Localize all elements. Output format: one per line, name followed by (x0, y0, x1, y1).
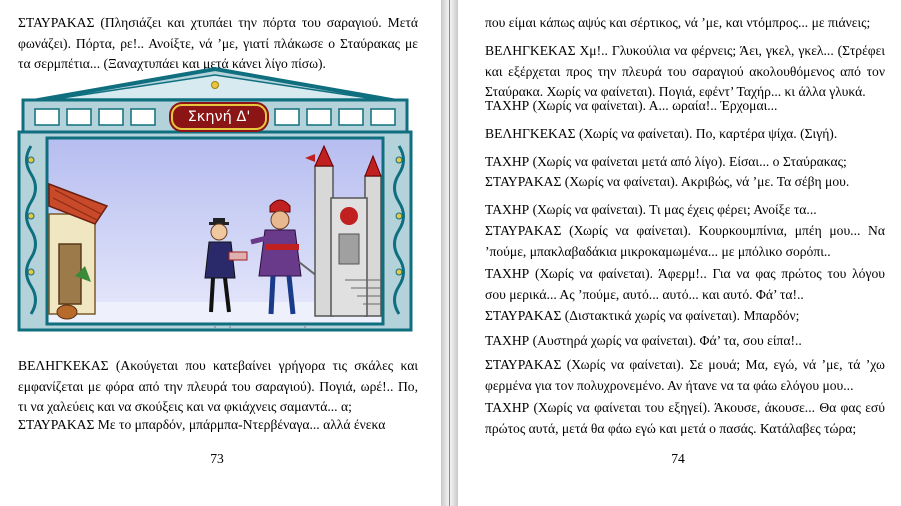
paragraph: ΣΤΑΥΡΑΚΑΣ (Διστακτικά χωρίς να φαίνεται). Μπαρδόν; (485, 308, 800, 323)
paragraph: ΒΕΛΗΓΚΕΚΑΣ (Χωρίς να φαίνεται). Πο, καρτέρα ψίχα. (Σιγή). (485, 126, 838, 141)
paragraph: ΤΑΧΗΡ (Χωρίς να φαίνεται). Άφερμ!.. Για να φας πρώτος του λόγου σου μερικά... Ας ’πούμε, αυτό... αυτό... και αυτό. Φά’ τα!.. (485, 266, 885, 302)
paragraph: ΣΤΑΥΡΑΚΑΣ (Χωρίς να φαίνεται). Ακριβώς, νά ’με. Τα σέβη μου. (485, 174, 850, 189)
paragraph: ΤΑΧΗΡ (Χωρίς να φαίνεται του εξηγεί). Άκουσε, άκουσε... Θα φας εσύ πρώτος αυτά, μετά θα φάω εγώ και μετά ο πασάς. Κατάλαβες τώρα; (485, 400, 885, 436)
left-page (0, 0, 441, 506)
paragraph: ΒΕΛΗΓΚΕΚΑΣ (Ακούγεται που κατεβαίνει γρήγορα τις σκάλες και εμφανίζεται με φόρα από την πλευρά του σαραγιού). Πογιά, ωρέ!.. Πο, τι να χαλεύεις και να σκούξεις και να φκιάχνεις σαμαντά... α; (18, 358, 418, 414)
paragraph: ΣΤΑΥΡΑΚΑΣ (Χωρίς να φαίνεται). Κουρκουμπίνια, μπέη μου... Να ’πούμε, μπακλαβαδάκια μικροκαμωμένα... με μπόλικο σορόπι.. (485, 223, 885, 259)
page-number: 74 (671, 451, 685, 466)
paragraph: ΣΤΑΥΡΑΚΑΣ (Χωρίς να φαίνεται). Σε μουά; Μα, εγώ, νά ’με, τά ’χω φερμένα για τον πολυχρονεμένο. Αν ήτανε να τα φάω ελόγου μου... (485, 357, 885, 393)
paragraph: ΣΤΑΥΡΑΚΑΣ Με το μπαρδόν, μπάρμπα-Ντερβέναγα... αλλά ένεκα (18, 417, 386, 432)
paragraph: που είμαι κάπως αψύς και σέρτικος, νά ’με, και ντόμπρος... με πιάνεις; (485, 15, 871, 30)
paragraph: ΣΤΑΥΡΑΚΑΣ (Πλησιάζει και χτυπάει την πόρτα του σαραγιού. Μετά φωνάζει). Πόρτα, ρε!.. Ανοίξτε, νά ’με, γιατί πλάκωσε ο Σταύρακας με τα σερμπέτια... (Ξαναχτυπάει και μετά κάνει λίγο πίσω). (18, 15, 418, 71)
book-gutter (441, 0, 458, 506)
paragraph: ΤΑΧΗΡ (Αυστηρά χωρίς να φαίνεται). Φά’ τα, σου είπα!.. (485, 333, 802, 348)
paragraph: ΤΑΧΗΡ (Χωρίς να φαίνεται μετά από λίγο). Είσαι... ο Σταύρακας; (485, 154, 847, 169)
shadow-theatre-illustration (15, 66, 415, 333)
paragraph: ΤΑΧΗΡ (Χωρίς να φαίνεται). Α... ωραία!.. Έρχομαι... (485, 98, 778, 113)
page-number: 73 (210, 451, 224, 466)
scene-sign: Σκηνή Δ' (171, 104, 267, 130)
paragraph: ΒΕΛΗΓΚΕΚΑΣ Χμ!.. Γλυκούλια να φέρνεις; Άει, γκελ, γκελ... (Στρέφει και εξέρχεται προς την πλευρά του σαραγιού ακολουθόμενος από τον Σταύρακα. Χωρίς να φαίνεται). Πογιά, εφέντ’ Ταχήρ... κι άλλα γλυκά. (485, 43, 885, 99)
paragraph: ΤΑΧΗΡ (Χωρίς να φαίνεται). Τι μας έχεις φέρει; Ανοίξε τα... (485, 202, 817, 217)
right-page (458, 0, 901, 506)
